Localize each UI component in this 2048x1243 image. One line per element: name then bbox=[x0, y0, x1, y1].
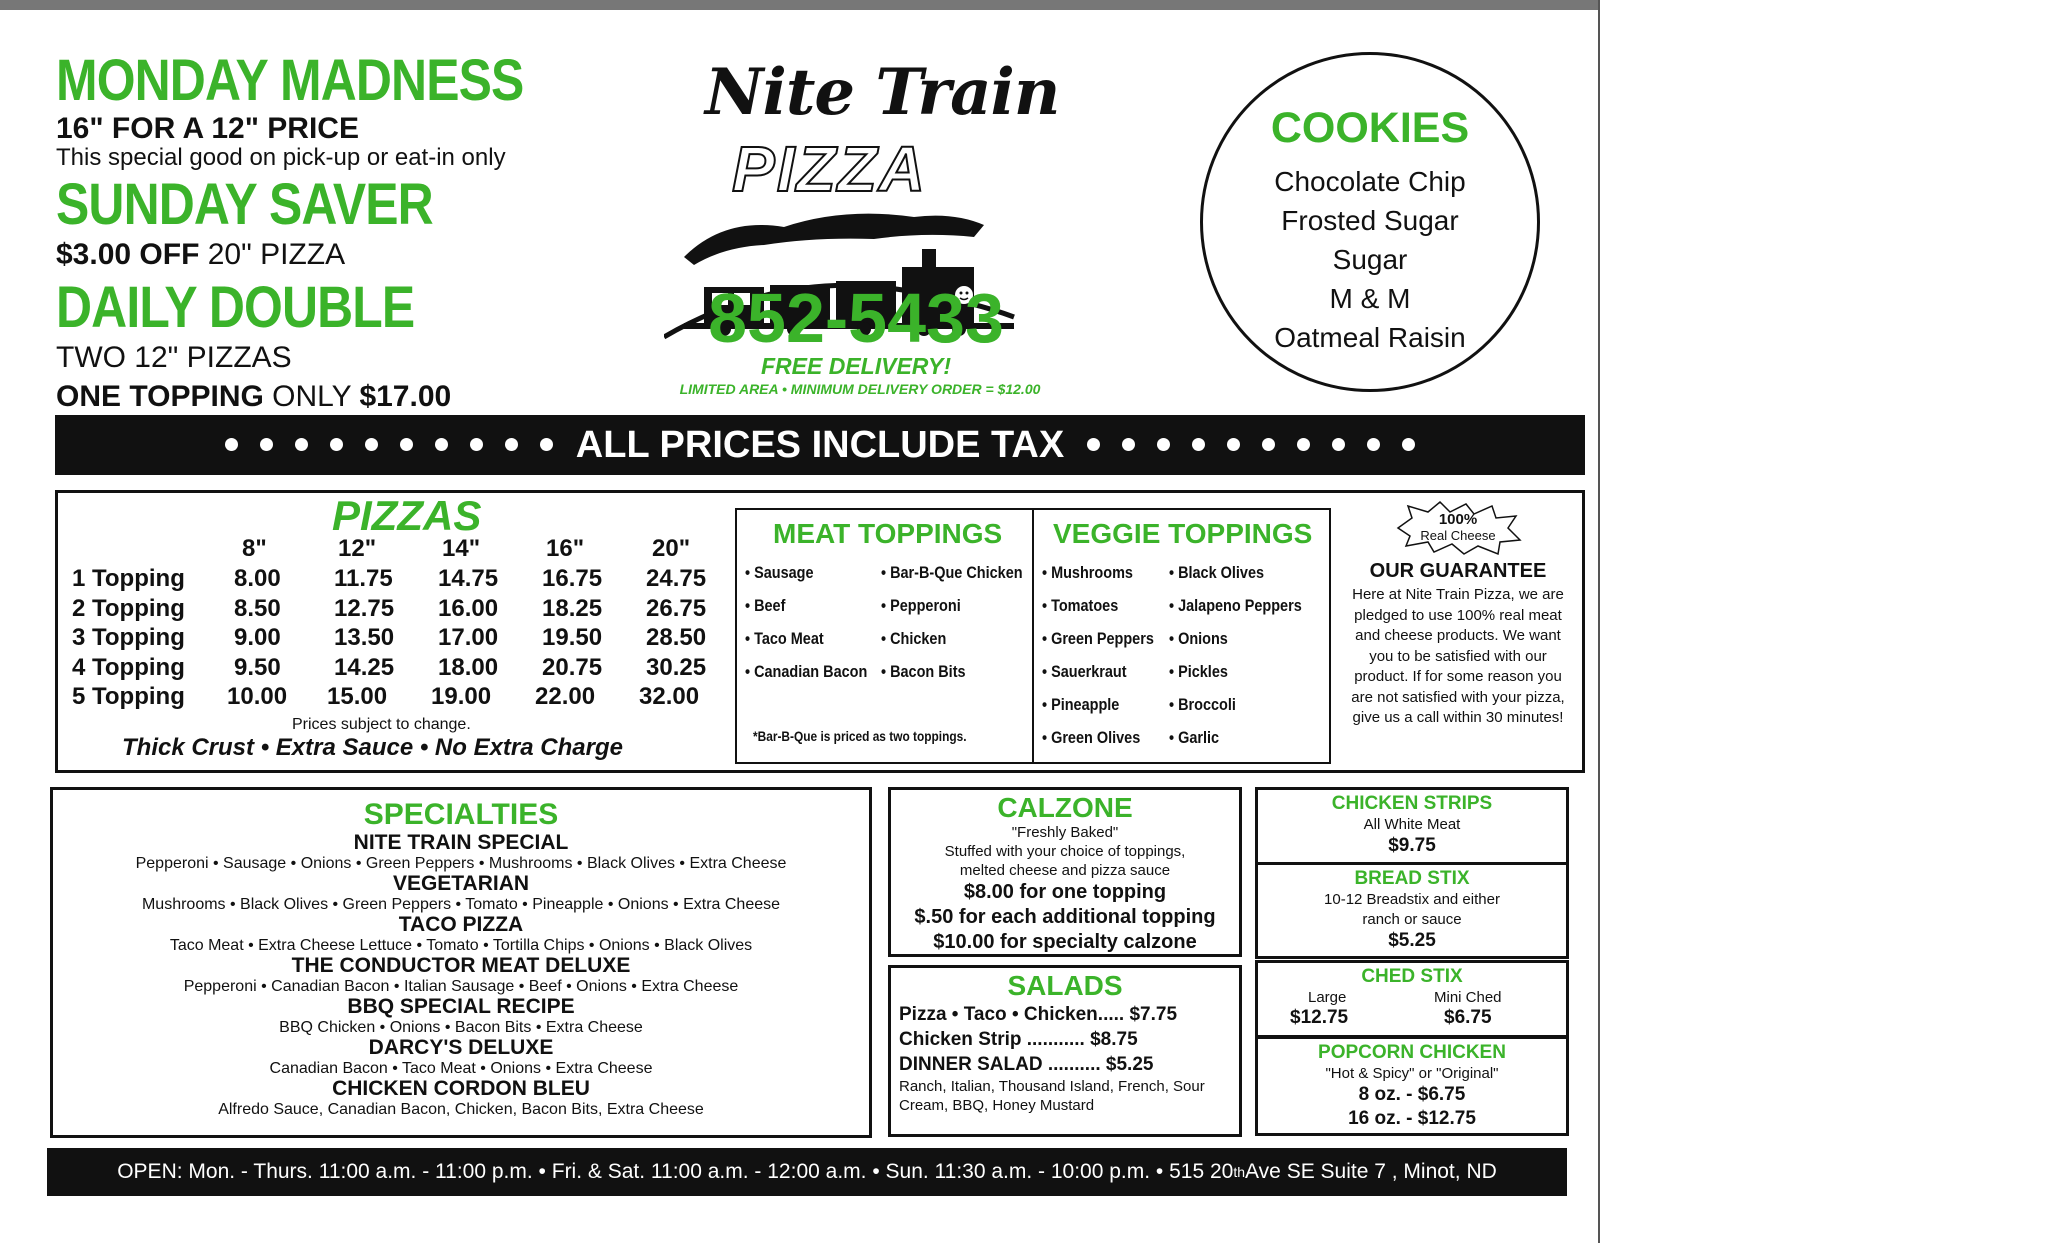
price-cell: 18.00 bbox=[438, 653, 499, 681]
scan-top-edge bbox=[0, 0, 1600, 10]
bread-stix-price: $5.25 bbox=[1388, 930, 1436, 951]
topping-sausage: • Sausage bbox=[745, 563, 814, 582]
topping-taco-meat: • Taco Meat bbox=[745, 629, 824, 648]
size-header-16: 16" bbox=[546, 535, 585, 562]
meat-col2 bbox=[881, 556, 1023, 688]
guarantee-section bbox=[1340, 500, 1576, 768]
price-cell: 14.25 bbox=[334, 653, 395, 681]
specialty-desc: Canadian Bacon • Taco Meat • Onions • Extra Cheese bbox=[269, 1060, 653, 1077]
sunday-saver-title: SUNDAY SAVER bbox=[56, 172, 433, 238]
topping-jalapeno: • Jalapeno Peppers bbox=[1169, 596, 1302, 615]
price-cell: 16.00 bbox=[438, 594, 499, 622]
salads-box bbox=[888, 965, 1242, 1137]
price-cell: 8.50 bbox=[234, 594, 281, 622]
daily-line1: TWO 12" PIZZAS bbox=[56, 341, 292, 375]
price-cell: 22.00 bbox=[535, 683, 596, 710]
tax-banner bbox=[55, 415, 1585, 475]
topping-green-peppers: • Green Peppers bbox=[1042, 629, 1154, 648]
monday-line1: 16" FOR A 12" PRICE bbox=[56, 112, 359, 145]
prices-note: Prices subject to change. bbox=[292, 716, 471, 733]
calzone-title: CALZONE bbox=[997, 792, 1133, 823]
salad-line2: Chicken Strip ........... $8.75 bbox=[899, 1029, 1138, 1050]
price-cell: 24.75 bbox=[646, 565, 707, 592]
specialty-desc: Mushrooms • Black Olives • Green Peppers • Tomato • Pineapple • Onions • Extra Cheese bbox=[141, 896, 781, 913]
salad-line1: Pizza • Taco • Chicken..... $7.75 bbox=[899, 1004, 1178, 1025]
price-cell: 17.00 bbox=[438, 624, 499, 651]
ched-mini-label: Mini Ched bbox=[1434, 989, 1502, 1006]
footer-hours: OPEN: Mon. - Thurs. 11:00 a.m. - 11:00 p.m. • Fri. & Sat. 11:00 a.m. - 12:00 a.m. • Sun. 11:30 a.m. - 10:00 p.m. • 515 20 bbox=[117, 1160, 1234, 1183]
specialty-name: THE CONDUCTOR MEAT DELUXE bbox=[291, 954, 631, 977]
topping-chicken: • Chicken bbox=[881, 629, 947, 648]
price-cell: 8.00 bbox=[234, 565, 281, 592]
calzone-desc1: Stuffed with your choice of toppings, bbox=[944, 843, 1186, 860]
cookie-item-m-and-m: M & M bbox=[1329, 283, 1411, 314]
popcorn-chicken-box bbox=[1255, 1036, 1569, 1136]
footer-address: Ave SE Suite 7 , Minot, ND bbox=[1245, 1160, 1497, 1183]
ched-large-price: $12.75 bbox=[1290, 1007, 1349, 1028]
row-label: 3 Topping bbox=[72, 624, 185, 651]
crust-footer: Thick Crust • Extra Sauce • No Extra Charge bbox=[122, 734, 623, 761]
free-delivery: FREE DELIVERY! bbox=[761, 353, 951, 379]
footer-sup: th bbox=[1233, 1164, 1246, 1180]
bread-stix-desc: 10-12 Breadstix and either ranch or sauce bbox=[1324, 891, 1500, 928]
topping-green-olives: • Green Olives bbox=[1042, 728, 1141, 747]
hours-footer bbox=[47, 1148, 1567, 1196]
banner-dots-right bbox=[1076, 436, 1426, 454]
logo-pizza-word: PIZZA bbox=[732, 133, 927, 205]
bbq-note: *Bar-B-Que is priced as two toppings. bbox=[753, 728, 967, 744]
size-header-8: 8" bbox=[242, 535, 267, 562]
price-cell: 30.25 bbox=[646, 653, 707, 681]
price-cell: 16.75 bbox=[542, 565, 603, 592]
topping-tomatoes: • Tomatoes bbox=[1042, 596, 1119, 615]
meat-col1 bbox=[745, 556, 867, 688]
price-cell: 32.00 bbox=[639, 683, 700, 710]
delivery-note: LIMITED AREA • MINIMUM DELIVERY ORDER = $12.00 bbox=[679, 381, 1041, 397]
topping-beef: • Beef bbox=[745, 596, 786, 615]
popcorn-price-16oz: 16 oz. - $12.75 bbox=[1348, 1108, 1476, 1129]
topping-bbq-chicken: • Bar-B-Que Chicken bbox=[881, 563, 1023, 582]
size-header-14: 14" bbox=[442, 535, 481, 562]
topping-bacon-bits: • Bacon Bits bbox=[881, 662, 966, 681]
size-header-12: 12" bbox=[338, 535, 377, 562]
sunday-line bbox=[56, 238, 656, 271]
specialty-name: TACO PIZZA bbox=[398, 913, 524, 936]
calzone-price3: $10.00 for specialty calzone bbox=[933, 931, 1197, 953]
price-cell: 12.75 bbox=[334, 594, 395, 622]
topping-pepperoni: • Pepperoni bbox=[881, 596, 961, 615]
daily-price: $17.00 bbox=[359, 380, 452, 414]
sunday-size: 20" PIZZA bbox=[199, 238, 346, 272]
specialty-desc: Pepperoni • Canadian Bacon • Italian Sausage • Beef • Onions • Extra Cheese bbox=[183, 978, 739, 995]
popcorn-chicken-desc: "Hot & Spicy" or "Original" bbox=[1325, 1065, 1499, 1082]
cookie-item-oatmeal-raisin: Oatmeal Raisin bbox=[1274, 322, 1466, 353]
topping-sauerkraut: • Sauerkraut bbox=[1042, 662, 1127, 681]
row-label: 5 Topping bbox=[72, 683, 185, 710]
meat-toppings-title: MEAT TOPPINGS bbox=[773, 518, 1003, 549]
bread-stix-box bbox=[1255, 862, 1569, 959]
cookies-title: COOKIES bbox=[1270, 104, 1470, 152]
price-cell: 9.50 bbox=[234, 653, 281, 681]
real-cheese-badge-icon bbox=[1388, 500, 1528, 556]
cookie-item-frosted-sugar: Frosted Sugar bbox=[1281, 205, 1459, 236]
veggie-col1 bbox=[1042, 556, 1154, 754]
specialty-desc: BBQ Chicken • Onions • Bacon Bits • Extra Cheese bbox=[279, 1019, 643, 1036]
price-cell: 28.50 bbox=[646, 624, 707, 651]
price-cell: 26.75 bbox=[646, 594, 707, 622]
topping-pickles: • Pickles bbox=[1169, 662, 1228, 681]
salad-line3: DINNER SALAD .......... $5.25 bbox=[899, 1054, 1154, 1075]
chicken-strips-box bbox=[1255, 787, 1569, 865]
monday-line2: This special good on pick-up or eat-in only bbox=[56, 144, 506, 171]
guarantee-title: OUR GUARANTEE bbox=[1369, 560, 1547, 582]
calzone-price1: $8.00 for one topping bbox=[963, 881, 1167, 903]
specialties-box bbox=[50, 787, 872, 1138]
monday-madness-title: MONDAY MADNESS bbox=[56, 48, 524, 113]
price-cell: 13.50 bbox=[334, 624, 395, 651]
chicken-strips-price: $9.75 bbox=[1388, 835, 1436, 856]
specialty-name: DARCY'S DELUXE bbox=[368, 1036, 554, 1059]
calzone-subtitle: "Freshly Baked" bbox=[1011, 824, 1119, 841]
row-label: 2 Topping bbox=[72, 594, 185, 622]
row-label: 1 Topping bbox=[72, 565, 185, 592]
price-cell: 14.75 bbox=[438, 565, 499, 592]
price-cell: 9.00 bbox=[234, 624, 281, 651]
specialty-desc: Taco Meat • Extra Cheese Lettuce • Tomato • Tortilla Chips • Onions • Black Olives bbox=[169, 937, 753, 954]
scan-right-edge bbox=[1598, 0, 1600, 1243]
specialty-name: NITE TRAIN SPECIAL bbox=[353, 831, 569, 854]
daily-double-title: DAILY DOUBLE bbox=[56, 275, 415, 341]
topping-canadian-bacon: • Canadian Bacon bbox=[745, 662, 868, 681]
salads-title: SALADS bbox=[1007, 970, 1123, 1001]
ched-stix-box bbox=[1255, 960, 1569, 1038]
chicken-strips-title: CHICKEN STRIPS bbox=[1331, 793, 1493, 814]
cookie-item-sugar: Sugar bbox=[1332, 244, 1408, 275]
daily-only: ONLY bbox=[263, 380, 360, 414]
logo-script-name: Nite Train bbox=[705, 55, 1060, 130]
daily-topping: ONE TOPPING bbox=[56, 380, 264, 414]
price-cell: 19.50 bbox=[542, 624, 603, 651]
price-cell: 18.25 bbox=[542, 594, 603, 622]
topping-garlic: • Garlic bbox=[1169, 728, 1220, 747]
chicken-strips-desc: All White Meat bbox=[1363, 816, 1461, 833]
ched-mini-price: $6.75 bbox=[1444, 1007, 1492, 1028]
price-cell: 10.00 bbox=[227, 683, 288, 710]
sunday-discount: $3.00 OFF bbox=[56, 238, 200, 272]
veggie-toppings-title: VEGGIE TOPPINGS bbox=[1053, 518, 1313, 549]
toppings-box bbox=[735, 508, 1331, 764]
size-header-20: 20" bbox=[652, 535, 691, 562]
pizzas-title: PIZZAS bbox=[332, 492, 482, 539]
banner-dots-left bbox=[214, 436, 564, 454]
daily-line2 bbox=[56, 380, 656, 413]
tax-banner-text: ALL PRICES INCLUDE TAX bbox=[575, 423, 1065, 466]
ched-large-label: Large bbox=[1308, 989, 1347, 1006]
price-cell: 20.75 bbox=[542, 653, 603, 681]
cookies-circle bbox=[1200, 52, 1540, 392]
price-cell: 15.00 bbox=[327, 683, 388, 710]
badge-100-percent: 100% bbox=[1438, 511, 1478, 528]
topping-black-olives: • Black Olives bbox=[1169, 563, 1265, 582]
specialty-name: VEGETARIAN bbox=[392, 872, 530, 895]
cookie-item-chocolate-chip: Chocolate Chip bbox=[1274, 166, 1466, 197]
specialty-desc: Alfredo Sauce, Canadian Bacon, Chicken, Bacon Bits, Extra Cheese bbox=[218, 1101, 704, 1118]
bread-stix-title: BREAD STIX bbox=[1354, 868, 1470, 889]
badge-real-cheese: Real Cheese bbox=[1420, 528, 1496, 543]
topping-onions: • Onions bbox=[1169, 629, 1228, 648]
price-cell: 19.00 bbox=[431, 683, 492, 710]
pizza-price-section bbox=[66, 492, 726, 770]
phone-number: 852-5433 bbox=[708, 279, 1004, 357]
specialty-name: CHICKEN CORDON BLEU bbox=[332, 1077, 590, 1100]
topping-pineapple: • Pineapple bbox=[1042, 695, 1120, 714]
ched-stix-title: CHED STIX bbox=[1361, 966, 1463, 987]
popcorn-price-8oz: 8 oz. - $6.75 bbox=[1358, 1084, 1466, 1105]
logo bbox=[650, 55, 1070, 405]
veggie-col2 bbox=[1169, 556, 1302, 754]
specialty-name: BBQ SPECIAL RECIPE bbox=[347, 995, 575, 1018]
guarantee-body: Here at Nite Train Pizza, we are pledged to use 100% real meat and cheese products. We want you to be satisfied with our product. If for some reason you are not satisfied with your pizza, give us a call within 30 minutes! bbox=[1351, 586, 1565, 726]
toppings-divider bbox=[1032, 510, 1034, 762]
calzone-desc2: melted cheese and pizza sauce bbox=[959, 862, 1171, 879]
promo-section bbox=[56, 48, 656, 414]
calzone-box bbox=[888, 787, 1242, 957]
specialty-desc: Pepperoni • Sausage • Onions • Green Peppers • Mushrooms • Black Olives • Extra Cheese bbox=[135, 855, 787, 872]
row-label: 4 Topping bbox=[72, 653, 185, 681]
topping-broccoli: • Broccoli bbox=[1169, 695, 1236, 714]
price-cell: 11.75 bbox=[334, 565, 393, 592]
specialties-title: SPECIALTIES bbox=[363, 798, 559, 831]
salad-dressings: Ranch, Italian, Thousand Island, French, Sour Cream, BBQ, Honey Mustard bbox=[899, 1078, 1205, 1114]
calzone-price2: $.50 for each additional topping bbox=[914, 906, 1216, 928]
popcorn-chicken-title: POPCORN CHICKEN bbox=[1318, 1042, 1506, 1063]
topping-mushrooms: • Mushrooms bbox=[1042, 563, 1133, 582]
